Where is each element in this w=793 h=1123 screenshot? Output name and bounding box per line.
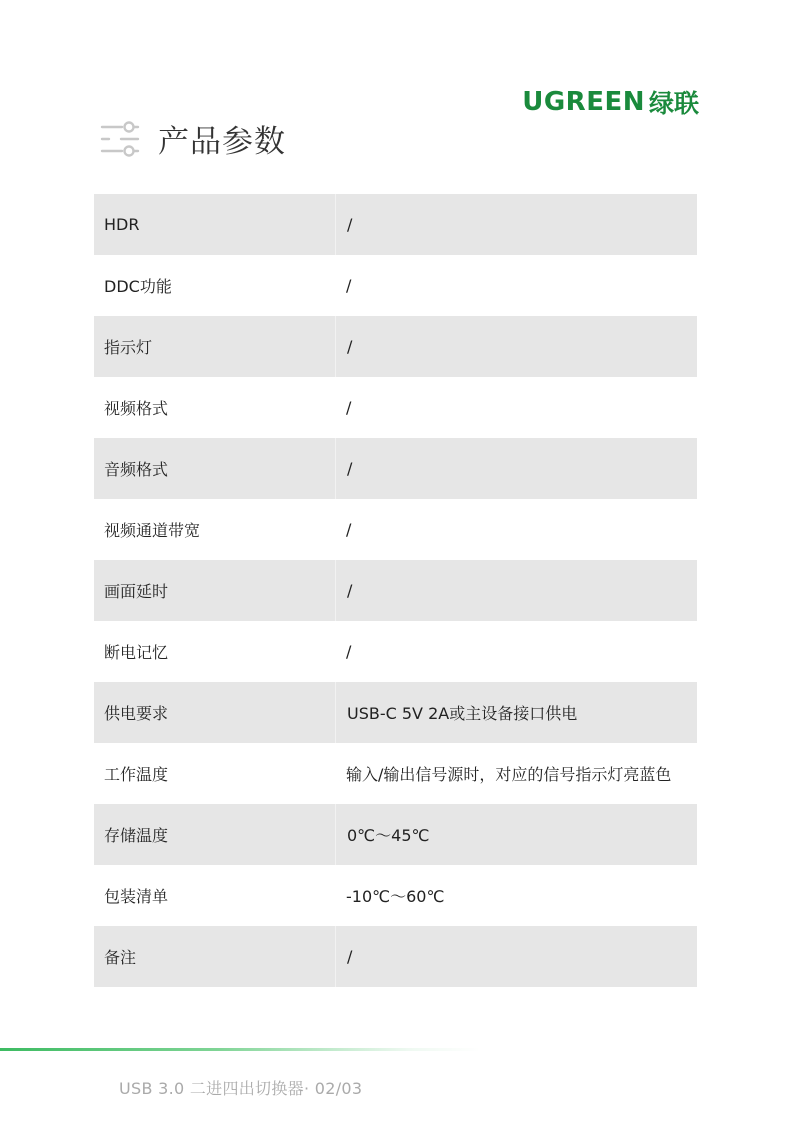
spec-value: / bbox=[335, 926, 697, 987]
table-row bbox=[94, 560, 697, 621]
spec-label: 视频通道带宽 bbox=[104, 521, 201, 540]
table-row bbox=[94, 743, 697, 804]
brand-logo bbox=[522, 84, 699, 120]
table-row bbox=[94, 865, 697, 926]
spec-value: / bbox=[346, 642, 352, 661]
spec-value: 0℃～45℃ bbox=[335, 804, 697, 865]
spec-value: 输入/输出信号源时，对应的信号指示灯亮蓝色 bbox=[346, 765, 672, 784]
spec-value: USB-C 5V 2A或主设备接口供电 bbox=[335, 682, 697, 743]
table-row bbox=[94, 682, 697, 743]
spec-label: 视频格式 bbox=[104, 399, 169, 418]
spec-table bbox=[94, 194, 697, 987]
page-title: 产品参数 bbox=[158, 124, 286, 160]
table-row bbox=[94, 438, 697, 499]
spec-label: 供电要求 bbox=[104, 704, 169, 723]
footer-page-label: USB 3.0 二进四出切换器· 02/03 bbox=[119, 1079, 363, 1098]
footer-divider bbox=[0, 1048, 480, 1051]
spec-value: / bbox=[335, 194, 697, 255]
spec-value: / bbox=[346, 276, 352, 295]
spec-label: DDC功能 bbox=[104, 277, 172, 296]
spec-value: / bbox=[335, 560, 697, 621]
spec-label: 指示灯 bbox=[104, 338, 153, 357]
table-row bbox=[94, 499, 697, 560]
spec-value: / bbox=[346, 520, 352, 539]
spec-label: 工作温度 bbox=[104, 765, 169, 784]
spec-value: / bbox=[335, 438, 697, 499]
spec-label: 备注 bbox=[104, 948, 137, 967]
table-row bbox=[94, 804, 697, 865]
table-row bbox=[94, 255, 697, 316]
spec-label: 包装清单 bbox=[104, 887, 169, 906]
brand-logo-latin: UGREEN bbox=[522, 87, 645, 117]
spec-label: HDR bbox=[104, 215, 140, 234]
spec-value: / bbox=[346, 398, 352, 417]
spec-label: 断电记忆 bbox=[104, 643, 169, 662]
table-row bbox=[94, 621, 697, 682]
table-row bbox=[94, 926, 697, 987]
spec-value: -10℃～60℃ bbox=[346, 887, 445, 906]
spec-label: 音频格式 bbox=[104, 460, 169, 479]
spec-value: / bbox=[335, 316, 697, 377]
table-row bbox=[94, 194, 697, 255]
brand-logo-cn: 绿联 bbox=[648, 89, 699, 118]
section-header bbox=[100, 116, 286, 161]
table-row bbox=[94, 316, 697, 377]
spec-label: 画面延时 bbox=[104, 582, 169, 601]
table-row bbox=[94, 377, 697, 438]
sliders-icon bbox=[100, 119, 140, 159]
spec-label: 存储温度 bbox=[104, 826, 169, 845]
